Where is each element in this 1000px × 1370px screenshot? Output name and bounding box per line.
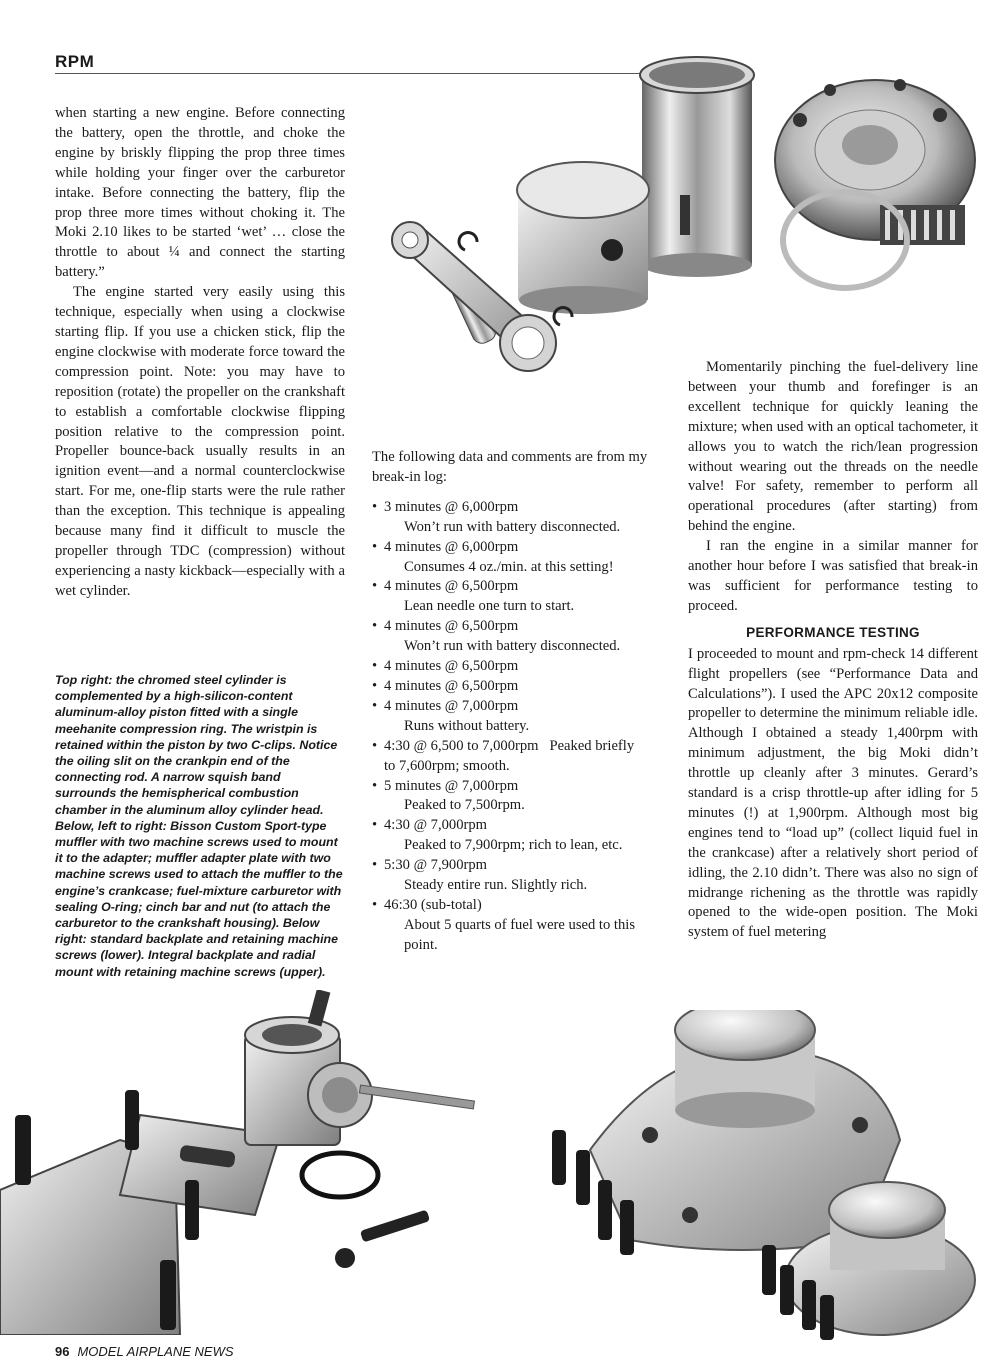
log-entry — [372, 677, 662, 697]
log-entry — [372, 697, 662, 737]
machine-screw — [185, 1180, 199, 1240]
page-number: 96 — [55, 1344, 70, 1359]
sealing-o-ring — [302, 1153, 378, 1197]
bullet-icon: • — [372, 697, 378, 714]
c-clip — [459, 233, 477, 250]
log-entry — [372, 657, 662, 677]
bullet-icon: • — [372, 857, 378, 874]
paragraph: I proceeded to mount and rpm-check 14 different flight propellers (see “Performance Data and Calculations”). I used the APC 20x12 composite propeller to determine the minimum reliable idle. Although I obtained a steady 1,400rpm with minimum adjustment, the big Moki didn’t throttle up cleanly after 3 minutes. Gerard’s standard is a crisp throttle-up after idling for 5 minutes (!) at 1,900rpm. Although most big engines tend to “load up” (collect liquid fuel in the crankcase) after a relatively short period of idling, the 2.10 didn’t. There was also no sign of midrange richening as the throttle was rapidly opened to the wide-open position. The Moki system of fuel metering — [688, 645, 978, 941]
log-time: 4:30 @ 7,000rpm — [384, 817, 488, 834]
log-time: 4 minutes @ 6,500rpm — [384, 618, 519, 635]
log-time: 4 minutes @ 6,500rpm — [384, 578, 519, 595]
log-time: 4 minutes @ 7,000rpm — [384, 697, 519, 714]
magazine-name: MODEL AIRPLANE NEWS — [77, 1344, 234, 1359]
paragraph: The engine started very easily using this technique, especially when using a clockwise starting flip. If you use a chicken stick, flip the engine clockwise with moderate force toward the compression point. Note: you may have to reposition (rotate) the propeller on the crankshaft to establish a comfortable clockwise flipping position relative to the compression point. Propeller bounce-back usually results in an ignition event—and a normal counterclockwise start. For me, one-flip starts were the rule rather than the exception. This technique is appealing because many find it difficult to muscle the propeller through TDC (compression) without experiencing a nasty kickback—especially with a wet cylinder. — [55, 284, 345, 599]
log-note: Steady entire run. Slightly rich. — [404, 877, 588, 894]
bullet-icon: • — [372, 737, 378, 754]
engine-parts-photo-top — [380, 45, 980, 375]
log-note: About 5 quarts of fuel were used to this point. — [404, 916, 636, 953]
bullet-icon: • — [372, 677, 378, 694]
log-entry — [372, 498, 662, 538]
log-time: 4 minutes @ 6,000rpm — [384, 538, 519, 555]
bullet-icon: • — [372, 618, 378, 635]
log-entry — [372, 777, 662, 817]
subheading: PERFORMANCE TESTING — [746, 624, 920, 640]
log-note: Lean needle one turn to start. — [404, 598, 575, 615]
log-note: Peaked to 7,900rpm; rich to lean, etc. — [404, 837, 623, 854]
log-note: Runs without battery. — [404, 717, 530, 734]
cinch-bar — [360, 1209, 430, 1242]
carburetor — [245, 990, 474, 1145]
nut — [335, 1248, 355, 1268]
log-note: Won’t run with battery disconnected. — [404, 638, 621, 655]
log-time: 5 minutes @ 7,000rpm — [384, 777, 519, 794]
article-column-3 — [688, 358, 978, 943]
section-heading: RPM — [55, 52, 95, 71]
article-column-1 — [55, 104, 345, 602]
log-entry — [372, 737, 662, 777]
log-time: 5:30 @ 7,900rpm — [384, 857, 488, 874]
log-intro: The following data and comments are from my break-in log: — [372, 449, 648, 485]
bullet-icon: • — [372, 658, 378, 675]
bullet-icon: • — [372, 896, 378, 913]
paragraph: when starting a new engine. Before connecting the battery, open the throttle, and choke the engine by briskly flipping the prop three times while holding your finger over the carburetor intake. Before connecting the battery, flip the prop three more times without choking it. The Moki 2.10 likes to be started ‘wet’ … close the throttle to about ¼ and connect the starting battery.” — [55, 105, 345, 281]
machine-screw — [15, 1115, 31, 1185]
log-entry — [372, 617, 662, 657]
break-in-log — [372, 448, 662, 956]
paragraph: I ran the engine in a similar manner for another hour before I was satisfied that break-in was sufficient for performance testing to proceed. — [688, 538, 978, 614]
log-time: 4 minutes @ 6,500rpm — [384, 677, 519, 694]
log-entry — [372, 816, 662, 856]
machine-screw — [125, 1090, 139, 1150]
bullet-icon: • — [372, 538, 378, 555]
cylinder-head — [775, 79, 975, 245]
cylinder-liner — [640, 57, 754, 277]
piston — [517, 162, 649, 314]
bullet-icon: • — [372, 498, 378, 515]
photo-caption: Top right: the chromed steel cylinder is complemented by a high-silicon-content aluminum-alloy piston fitted with a single meehanite compression ring. The wristpin is retained within the piston by two C-clips. Notice the oiling slit on the crankpin end of the connecting rod. A narrow squish band surrounds the hemispherical combustion chamber in the aluminum alloy cylinder head. Below, left to right: Bisson Custom Sport-type muffler with two machine screws used to mount it to the adapter; muffler adapter plate with two machine screws used to attach the muffler to the engine’s crankcase; fuel-mixture carburetor with sealing O-ring; cinch bar and nut (to attach the carburetor to the crankshaft housing). Below right: standard backplate and retaining machine screws (lower). Integral backplate and radial mount with retaining machine screws (upper). — [55, 673, 343, 979]
engine-parts-photo-bottom-left — [0, 990, 560, 1335]
log-note: Won’t run with battery disconnected. — [404, 518, 621, 535]
paragraph: Momentarily pinching the fuel-delivery line between your thumb and forefinger is an excellent technique for quickly leaning the mixture; when used with an optical tachometer, it allows you to watch the rich/lean progression without wearing out the threads on the needle valve! For safety, remember to perform all operational procedures (after starting) from behind the engine. — [688, 359, 978, 535]
log-time: 3 minutes @ 6,000rpm — [384, 498, 519, 515]
log-entry — [372, 538, 662, 578]
page-footer — [55, 1344, 234, 1359]
log-note: Consumes 4 oz./min. at this setting! — [404, 558, 614, 575]
log-entry — [372, 577, 662, 617]
log-entry — [372, 856, 662, 896]
log-note: Peaked to 7,500rpm. — [404, 797, 525, 814]
log-note: to 7,600rpm; smooth. — [384, 757, 510, 774]
log-time: 4 minutes @ 6,500rpm — [384, 658, 519, 675]
engine-parts-photo-bottom-right — [540, 1010, 1000, 1345]
log-time: 4:30 @ 6,500 to 7,000rpm Peaked briefly — [384, 737, 635, 754]
bullet-icon: • — [372, 777, 378, 794]
machine-screw — [160, 1260, 176, 1330]
log-time: 46:30 (sub-total) — [384, 896, 482, 913]
log-entry — [372, 896, 662, 956]
bullet-icon: • — [372, 578, 378, 595]
bullet-icon: • — [372, 817, 378, 834]
